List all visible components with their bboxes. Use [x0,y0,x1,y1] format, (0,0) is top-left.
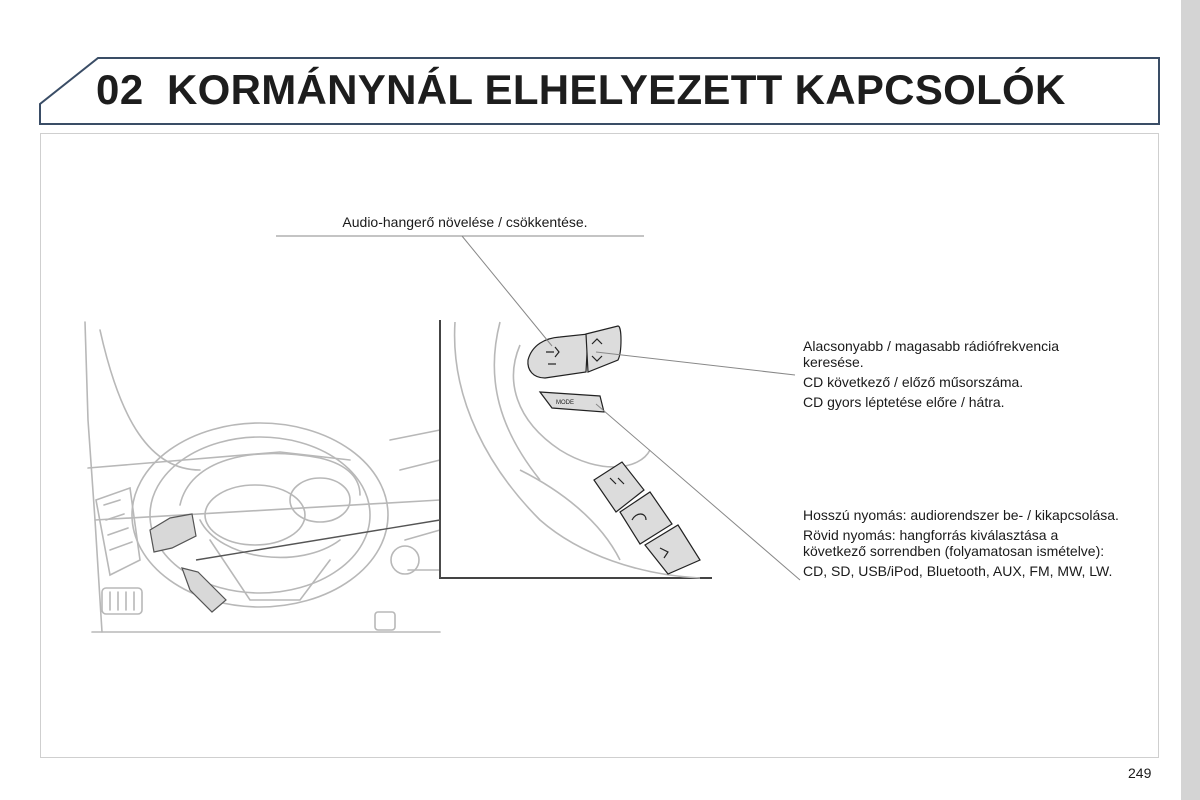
mode-button-label: MODE [556,400,574,406]
chapter-number: 02 [96,66,144,113]
source-callout-line: CD, SD, USB/iPod, Bluetooth, AUX, FM, MW, LW. [803,563,1113,579]
source-callout-line: Hosszú nyomás: audiorendszer be- / kikapcsolása. [803,507,1119,523]
radio-callout-line: Alacsonyabb / magasabb rádiófrekvencia keresése. [803,338,1060,370]
radio-callout-line: CD következő / előző műsorszáma. [803,374,1024,390]
radio-callout [803,338,1123,414]
chapter-title: KORMÁNYNÁL ELHELYEZETT KAPCSOLÓK [167,66,1066,113]
page-number: 249 [1128,765,1152,781]
source-callout [803,507,1123,583]
source-callout-line: Rövid nyomás: hangforrás kiválasztása a következő sorrendben (folyamatosan ismételve): [803,527,1105,559]
radio-callout-line: CD gyors léptetése előre / hátra. [803,394,1005,410]
volume-callout: Audio-hangerő növelése / csökkentése. [342,214,588,230]
